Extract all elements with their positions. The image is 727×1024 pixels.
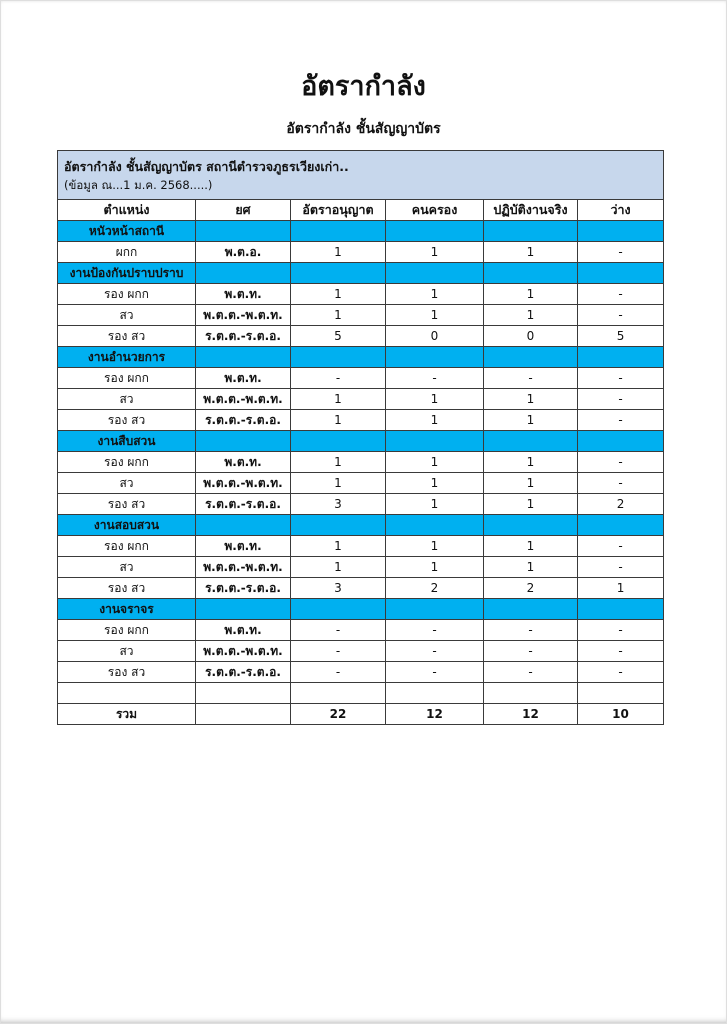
column-header-rank: ยศ: [196, 200, 291, 221]
section-header-row-cell: [196, 221, 291, 242]
spacer-row-cell: [386, 683, 484, 704]
table-row-cell: 1: [484, 305, 578, 326]
table-row-cell: ร.ต.ต.-ร.ต.อ.: [196, 578, 291, 599]
total-row-cell: [196, 704, 291, 725]
table-row-cell: 1: [291, 410, 386, 431]
section-header-row-cell: [484, 599, 578, 620]
table-row-cell: 3: [291, 578, 386, 599]
table-row: [58, 305, 664, 326]
table-row-cell: 1: [484, 452, 578, 473]
total-row-cell: 12: [484, 704, 578, 725]
section-header-row-cell: [196, 263, 291, 284]
table-row-cell: -: [578, 620, 664, 641]
section-header-row-cell: [578, 431, 664, 452]
table-row-cell: 1: [291, 452, 386, 473]
table-row: [58, 326, 664, 347]
table-row-cell: -: [578, 473, 664, 494]
table-row-cell: 1: [484, 557, 578, 578]
table-row-cell: 1: [386, 305, 484, 326]
table-row-cell: 1: [386, 494, 484, 515]
table-row-cell: 0: [386, 326, 484, 347]
table-row-cell: -: [578, 557, 664, 578]
table-row-cell: 1: [291, 284, 386, 305]
section-header-row-cell: [196, 515, 291, 536]
section-header-row-cell: [484, 515, 578, 536]
table-row: [58, 620, 664, 641]
table-row-cell: 1: [484, 242, 578, 263]
section-header-row-cell: [291, 599, 386, 620]
table-row-cell: -: [484, 620, 578, 641]
table-row: [58, 452, 664, 473]
section-header-row-cell: งานอำนวยการ: [58, 347, 196, 368]
section-header-row-cell: หนัวหน้าสถานี: [58, 221, 196, 242]
table-row-cell: รอง สว: [58, 662, 196, 683]
section-header-row-cell: [484, 221, 578, 242]
table-row-cell: พ.ต.ต.-พ.ต.ท.: [196, 641, 291, 662]
column-header-occupied: คนครอง: [386, 200, 484, 221]
section-header-row-cell: [484, 347, 578, 368]
table-row: [58, 578, 664, 599]
table-row-cell: 1: [484, 536, 578, 557]
table-row-cell: 1: [386, 557, 484, 578]
table-row-cell: ร.ต.ต.-ร.ต.อ.: [196, 410, 291, 431]
table-row-cell: พ.ต.ท.: [196, 284, 291, 305]
spacer-row-cell: [58, 683, 196, 704]
table-row-cell: 1: [291, 242, 386, 263]
table-row-cell: 0: [484, 326, 578, 347]
table-row-cell: สว: [58, 473, 196, 494]
table-row-cell: พ.ต.ท.: [196, 368, 291, 389]
table-row: [58, 641, 664, 662]
section-header-row-cell: [291, 263, 386, 284]
section-header-row-cell: งานจราจร: [58, 599, 196, 620]
table-row-cell: รอง ผกก: [58, 620, 196, 641]
table-row-cell: -: [386, 368, 484, 389]
table-caption-cell: [58, 151, 664, 200]
table-caption-note: (ข้อมูล ณ...1 ม.ค. 2568.....): [64, 177, 213, 192]
column-header-position: ตำแหน่ง: [58, 200, 196, 221]
section-header-row-cell: งานสืบสวน: [58, 431, 196, 452]
table-row-cell: รอง สว: [58, 410, 196, 431]
table-row-cell: 5: [578, 326, 664, 347]
table-caption-title: อัตรากำลัง ชั้นสัญญาบัตร สถานีตำรวจภูธรเวียงเก่า..: [64, 159, 349, 175]
table-header-row: [58, 200, 664, 221]
table-row-cell: สว: [58, 389, 196, 410]
table-row-cell: สว: [58, 557, 196, 578]
table-row-cell: 2: [484, 578, 578, 599]
section-header-row-cell: [578, 515, 664, 536]
table-row-cell: 1: [291, 389, 386, 410]
table-row-cell: -: [578, 389, 664, 410]
table-row-cell: 1: [484, 284, 578, 305]
section-header-row-cell: [578, 263, 664, 284]
table-row-cell: -: [291, 641, 386, 662]
table-row-cell: 1: [386, 389, 484, 410]
table-row-cell: 3: [291, 494, 386, 515]
spacer-row-cell: [291, 683, 386, 704]
table-row: [58, 242, 664, 263]
total-row: [58, 704, 664, 725]
manpower-table: [57, 150, 664, 725]
table-row-cell: -: [578, 662, 664, 683]
manpower-table-container: [57, 150, 663, 725]
table-row-cell: พ.ต.ต.-พ.ต.ท.: [196, 557, 291, 578]
total-row-cell: 10: [578, 704, 664, 725]
spacer-row-cell: [578, 683, 664, 704]
table-row-cell: 1: [484, 410, 578, 431]
section-header-row-cell: [196, 599, 291, 620]
table-row: [58, 536, 664, 557]
table-row-cell: รอง สว: [58, 578, 196, 599]
table-row-cell: รอง ผกก: [58, 368, 196, 389]
table-row-cell: -: [578, 536, 664, 557]
section-header-row-cell: [386, 263, 484, 284]
section-header-row-cell: งานสอบสวน: [58, 515, 196, 536]
section-header-row-cell: [578, 347, 664, 368]
section-header-row-cell: [291, 431, 386, 452]
table-row: [58, 557, 664, 578]
table-row-cell: 1: [291, 557, 386, 578]
spacer-row-cell: [196, 683, 291, 704]
table-row-cell: -: [484, 662, 578, 683]
table-row-cell: พ.ต.ท.: [196, 620, 291, 641]
table-row-cell: พ.ต.ต.-พ.ต.ท.: [196, 389, 291, 410]
total-row-cell: 22: [291, 704, 386, 725]
total-row-cell: 12: [386, 704, 484, 725]
table-row-cell: พ.ต.ท.: [196, 536, 291, 557]
table-row-cell: 1: [386, 536, 484, 557]
section-header-row-cell: [386, 515, 484, 536]
section-header-row-cell: [196, 431, 291, 452]
table-row-cell: -: [386, 641, 484, 662]
section-header-row: [58, 347, 664, 368]
table-row-cell: 2: [578, 494, 664, 515]
table-row: [58, 494, 664, 515]
section-header-row-cell: [484, 263, 578, 284]
table-row-cell: 1: [484, 494, 578, 515]
section-header-row-cell: [484, 431, 578, 452]
table-row: [58, 473, 664, 494]
table-row: [58, 284, 664, 305]
table-row-cell: 1: [484, 389, 578, 410]
section-header-row: [58, 515, 664, 536]
table-row-cell: 1: [386, 410, 484, 431]
table-row-cell: -: [484, 368, 578, 389]
table-row: [58, 662, 664, 683]
table-row: [58, 410, 664, 431]
table-row-cell: -: [578, 641, 664, 662]
section-header-row-cell: [291, 515, 386, 536]
section-header-row-cell: [578, 599, 664, 620]
table-caption-row: [58, 151, 664, 200]
section-header-row-cell: [578, 221, 664, 242]
table-row-cell: รอง ผกก: [58, 284, 196, 305]
spacer-row: [58, 683, 664, 704]
table-row-cell: รอง สว: [58, 494, 196, 515]
page-title: อัตรากำลัง: [301, 71, 426, 102]
table-row-cell: พ.ต.ท.: [196, 452, 291, 473]
table-row-cell: 1: [291, 473, 386, 494]
table-row: [58, 368, 664, 389]
table-row-cell: 1: [386, 242, 484, 263]
spacer-row-cell: [484, 683, 578, 704]
table-row-cell: รอง ผกก: [58, 536, 196, 557]
table-row-cell: รอง สว: [58, 326, 196, 347]
table-row-cell: ร.ต.ต.-ร.ต.อ.: [196, 494, 291, 515]
table-row-cell: พ.ต.ต.-พ.ต.ท.: [196, 305, 291, 326]
table-row-cell: รอง ผกก: [58, 452, 196, 473]
table-row-cell: -: [578, 368, 664, 389]
section-header-row: [58, 431, 664, 452]
table-row-cell: 1: [291, 305, 386, 326]
table-row-cell: -: [578, 410, 664, 431]
table-row-cell: สว: [58, 641, 196, 662]
table-row-cell: พ.ต.อ.: [196, 242, 291, 263]
table-row-cell: -: [291, 368, 386, 389]
table-row-cell: -: [578, 452, 664, 473]
table-row-cell: 5: [291, 326, 386, 347]
table-row-cell: 1: [386, 284, 484, 305]
table-row-cell: -: [386, 620, 484, 641]
table-row-cell: สว: [58, 305, 196, 326]
section-header-row-cell: [291, 221, 386, 242]
section-header-row-cell: [386, 347, 484, 368]
section-header-row-cell: [291, 347, 386, 368]
column-header-actual: ปฏิบัติงานจริง: [484, 200, 578, 221]
table-row-cell: พ.ต.ต.-พ.ต.ท.: [196, 473, 291, 494]
page-subtitle: อัตรากำลัง ชั้นสัญญาบัตร: [286, 121, 441, 137]
section-header-row-cell: งานป้องกันปราบปราบ: [58, 263, 196, 284]
section-header-row-cell: [386, 221, 484, 242]
table-row-cell: 1: [484, 473, 578, 494]
table-row-cell: -: [578, 242, 664, 263]
column-header-vacant: ว่าง: [578, 200, 664, 221]
table-row-cell: 1: [291, 536, 386, 557]
table-row-cell: 2: [386, 578, 484, 599]
column-header-authorized: อัตราอนุญาต: [291, 200, 386, 221]
table-row-cell: ร.ต.ต.-ร.ต.อ.: [196, 326, 291, 347]
section-header-row: [58, 599, 664, 620]
table-row-cell: -: [578, 284, 664, 305]
table-row-cell: ร.ต.ต.-ร.ต.อ.: [196, 662, 291, 683]
table-row-cell: -: [578, 305, 664, 326]
table-row-cell: -: [291, 620, 386, 641]
total-row-cell: รวม: [58, 704, 196, 725]
section-header-row: [58, 263, 664, 284]
section-header-row: [58, 221, 664, 242]
section-header-row-cell: [196, 347, 291, 368]
table-row: [58, 389, 664, 410]
table-row-cell: -: [386, 662, 484, 683]
section-header-row-cell: [386, 431, 484, 452]
table-row-cell: -: [484, 641, 578, 662]
table-row-cell: 1: [386, 473, 484, 494]
table-row-cell: 1: [578, 578, 664, 599]
section-header-row-cell: [386, 599, 484, 620]
table-row-cell: -: [291, 662, 386, 683]
table-row-cell: ผกก: [58, 242, 196, 263]
table-row-cell: 1: [386, 452, 484, 473]
